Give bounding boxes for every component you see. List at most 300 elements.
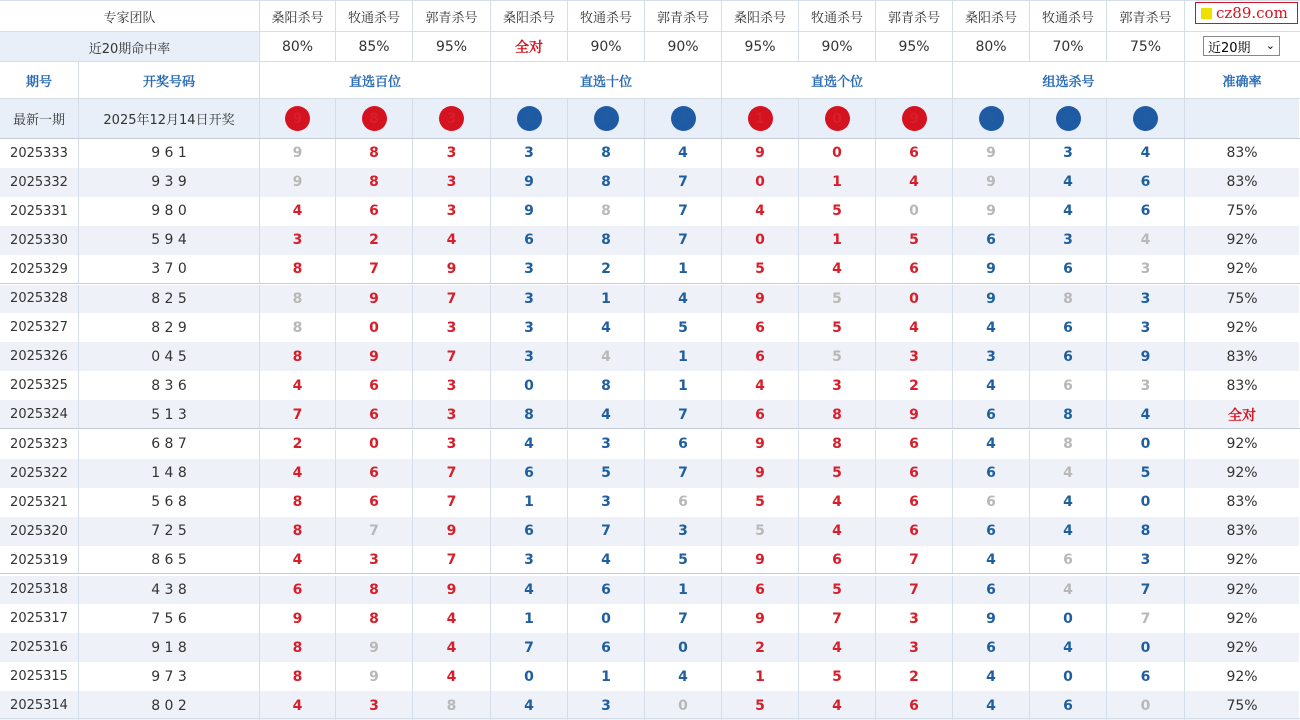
kill-number: 3	[524, 261, 534, 278]
kill-cell	[953, 604, 1030, 633]
draw-ball: 9	[285, 106, 310, 131]
hit-rate-value: 70%	[1052, 39, 1084, 55]
latest-ball-cell	[722, 99, 799, 138]
hit-rate-cell	[799, 32, 876, 62]
kill-number: 3	[524, 319, 534, 336]
row-divider	[0, 718, 1300, 719]
kill-number: 4	[678, 290, 688, 307]
kill-cell	[876, 430, 953, 459]
expert-name: 牧通杀号	[1041, 11, 1094, 26]
table-row-issue	[0, 430, 79, 459]
kill-cell	[1107, 576, 1185, 605]
kill-cell	[336, 546, 413, 575]
kill-cell	[491, 430, 568, 459]
kill-cell	[645, 226, 722, 255]
kill-number: 8	[369, 174, 379, 191]
period-select[interactable]	[1203, 36, 1280, 56]
kill-number: 5	[832, 465, 842, 482]
table-row-draw	[79, 604, 260, 633]
expert-name-cell	[799, 1, 876, 32]
kill-cell	[953, 371, 1030, 400]
kill-number: 7	[678, 406, 688, 423]
kill-cell	[1107, 139, 1185, 168]
draw-ball: 3	[1133, 106, 1158, 131]
kill-number: 3	[986, 348, 996, 365]
kill-cell	[336, 633, 413, 662]
kill-number: 6	[909, 465, 919, 482]
site-logo[interactable]	[1195, 2, 1298, 24]
kill-cell	[568, 139, 645, 168]
kill-number: 6	[1063, 348, 1073, 365]
kill-number: 7	[678, 465, 688, 482]
kill-number: 4	[1063, 203, 1073, 220]
kill-number: 4	[1140, 232, 1151, 249]
row-divider	[0, 0, 1300, 1]
kill-number: 3	[601, 436, 611, 453]
kill-number: 4	[1063, 465, 1073, 482]
kill-cell	[1107, 633, 1185, 662]
kill-number: 7	[678, 232, 688, 249]
kill-cell	[260, 226, 336, 255]
accuracy-value: 83%	[1226, 494, 1258, 511]
kill-number: 3	[832, 377, 842, 394]
hit-rate-value: 95%	[744, 39, 776, 55]
kill-number: 8	[369, 145, 379, 162]
kill-number: 8	[601, 232, 611, 249]
kill-cell	[260, 459, 336, 488]
kill-cell	[799, 197, 876, 226]
kill-number: 6	[755, 319, 765, 336]
kill-number: 4	[446, 639, 457, 656]
table-row-accuracy	[1185, 633, 1299, 662]
issue-number: 2025317	[10, 611, 68, 627]
kill-cell	[876, 255, 953, 284]
kill-number: 6	[1063, 552, 1073, 569]
kill-number: 5	[755, 494, 765, 511]
accuracy-header: 准确率	[1222, 75, 1262, 90]
kill-number: 9	[1140, 348, 1151, 365]
latest-ball-cell	[799, 99, 876, 138]
group-header-1	[260, 62, 491, 99]
kill-number: 4	[524, 436, 534, 453]
table-row-issue	[0, 662, 79, 691]
kill-cell	[1107, 517, 1185, 546]
kill-number: 0	[678, 697, 688, 714]
kill-number: 4	[524, 697, 534, 714]
kill-cell	[953, 342, 1030, 371]
kill-number: 4	[446, 610, 457, 627]
kill-cell	[1030, 400, 1107, 429]
kill-cell	[336, 488, 413, 517]
kill-cell	[413, 633, 491, 662]
expert-name: 桑阳杀号	[271, 11, 324, 26]
hit-rate-value: 90%	[667, 39, 699, 55]
accuracy-value: 83%	[1226, 377, 1258, 394]
kill-number: 8	[1063, 406, 1073, 423]
kill-cell	[953, 400, 1030, 429]
kill-cell	[722, 255, 799, 284]
table-row-accuracy	[1185, 285, 1299, 314]
kill-cell	[645, 604, 722, 633]
kill-number: 4	[832, 523, 842, 540]
kill-number: 6	[1063, 319, 1073, 336]
kill-number: 4	[832, 639, 842, 656]
table-row-accuracy	[1185, 459, 1299, 488]
table-row-issue	[0, 255, 79, 284]
kill-cell	[1030, 633, 1107, 662]
latest-blank-cell	[1185, 99, 1299, 138]
kill-cell	[568, 604, 645, 633]
kill-number: 4	[986, 377, 996, 394]
kill-cell	[568, 255, 645, 284]
latest-ball-cell	[1030, 99, 1107, 138]
kill-cell	[876, 662, 953, 691]
hit-rate-cell	[1107, 32, 1185, 62]
kill-cell	[413, 488, 491, 517]
issue-number: 2025322	[10, 465, 68, 481]
kill-number: 1	[678, 581, 688, 598]
table-row-issue	[0, 285, 79, 314]
kill-number: 7	[601, 523, 611, 540]
draw-number: 8 2 9	[151, 319, 187, 336]
hit-rate-value: 80%	[975, 39, 1007, 55]
kill-number: 4	[986, 319, 996, 336]
table-row-draw	[79, 342, 260, 371]
issue-number: 2025315	[10, 669, 68, 685]
kill-number: 6	[986, 465, 996, 482]
kill-number: 7	[678, 174, 688, 191]
kill-number: 3	[601, 494, 611, 511]
table-row-issue	[0, 546, 79, 575]
kill-number: 6	[601, 581, 611, 598]
kill-number: 6	[909, 261, 919, 278]
kill-cell	[491, 459, 568, 488]
accuracy-value: 92%	[1226, 436, 1258, 453]
draw-header: 开奖号码	[142, 75, 195, 90]
kill-cell	[722, 691, 799, 720]
kill-cell	[953, 691, 1030, 720]
kill-cell	[413, 576, 491, 605]
kill-cell	[491, 168, 568, 197]
draw-ball: 6	[1056, 106, 1081, 131]
kill-number: 4	[446, 232, 457, 249]
kill-cell	[336, 313, 413, 342]
kill-cell	[260, 313, 336, 342]
kill-cell	[645, 313, 722, 342]
kill-number: 9	[292, 610, 303, 627]
hit-rate-cell	[491, 32, 568, 62]
kill-number: 8	[369, 610, 379, 627]
kill-number: 6	[1140, 668, 1151, 685]
kill-number: 7	[446, 465, 457, 482]
table-row-accuracy	[1185, 197, 1299, 226]
draw-number: 1 4 8	[151, 465, 187, 482]
kill-cell	[799, 430, 876, 459]
kill-cell	[953, 576, 1030, 605]
kill-cell	[876, 691, 953, 720]
accuracy-value: 75%	[1226, 290, 1258, 307]
kill-cell	[722, 430, 799, 459]
group-header: 直选百位	[348, 75, 401, 90]
kill-number: 4	[292, 552, 303, 569]
latest-ball-cell	[336, 99, 413, 138]
kill-number: 6	[678, 494, 688, 511]
kill-number: 6	[1063, 377, 1073, 394]
accuracy-value: 全对	[1228, 407, 1256, 424]
kill-number: 4	[1140, 145, 1151, 162]
kill-cell	[645, 488, 722, 517]
expert-name-cell	[260, 1, 336, 32]
kill-cell	[645, 576, 722, 605]
kill-number: 6	[292, 581, 303, 598]
kill-number: 6	[1063, 697, 1073, 714]
kill-cell	[645, 255, 722, 284]
table-row-accuracy	[1185, 546, 1299, 575]
kill-cell	[799, 285, 876, 314]
kill-cell	[876, 576, 953, 605]
latest-date: 2025年12月14日开奖	[103, 113, 235, 128]
kill-cell	[568, 662, 645, 691]
table-row-draw	[79, 139, 260, 168]
accuracy-value: 83%	[1226, 348, 1258, 365]
kill-cell	[799, 517, 876, 546]
kill-number: 6	[369, 494, 379, 511]
expert-name: 桑阳杀号	[733, 11, 786, 26]
row-divider	[0, 283, 1300, 284]
kill-cell	[953, 546, 1030, 575]
kill-number: 1	[678, 377, 688, 394]
kill-cell	[336, 662, 413, 691]
kill-cell	[260, 255, 336, 284]
kill-number: 4	[986, 697, 996, 714]
kill-cell	[953, 459, 1030, 488]
kill-number: 8	[601, 174, 611, 191]
kill-cell	[1107, 604, 1185, 633]
kill-number: 4	[601, 406, 611, 423]
group-header: 直选十位	[579, 75, 632, 90]
kill-number: 9	[292, 174, 303, 191]
kill-number: 7	[369, 261, 379, 278]
kill-cell	[722, 546, 799, 575]
latest-ball-cell	[568, 99, 645, 138]
draw-number: 8 2 5	[151, 290, 187, 307]
accuracy-value: 83%	[1226, 174, 1258, 191]
kill-cell	[1030, 430, 1107, 459]
kill-cell	[799, 604, 876, 633]
issue-number: 2025316	[10, 640, 68, 656]
kill-number: 9	[986, 261, 996, 278]
table-row-draw	[79, 226, 260, 255]
hit-rate-cell	[336, 32, 413, 62]
draw-number: 9 8 0	[151, 203, 187, 220]
kill-cell	[491, 139, 568, 168]
group-header-3	[722, 62, 953, 99]
draw-number: 5 1 3	[151, 406, 187, 423]
kill-number: 1	[832, 232, 842, 249]
kill-cell	[722, 517, 799, 546]
table-row-issue	[0, 400, 79, 429]
kill-number: 3	[1140, 552, 1151, 569]
kill-number: 4	[909, 319, 919, 336]
kill-number: 3	[524, 290, 534, 307]
issue-number: 2025329	[10, 261, 68, 277]
draw-number: 9 7 3	[151, 668, 187, 685]
kill-cell	[799, 342, 876, 371]
kill-number: 4	[601, 348, 611, 365]
kill-number: 9	[446, 523, 457, 540]
kill-number: 9	[755, 465, 765, 482]
table-row-issue	[0, 139, 79, 168]
kill-number: 4	[755, 203, 765, 220]
table-row-draw	[79, 430, 260, 459]
kill-cell	[1107, 459, 1185, 488]
kill-cell	[953, 139, 1030, 168]
row-divider	[0, 573, 1300, 574]
kill-number: 5	[832, 581, 842, 598]
kill-cell	[568, 459, 645, 488]
kill-cell	[645, 517, 722, 546]
group-header-2	[491, 62, 722, 99]
expert-name-cell	[876, 1, 953, 32]
chevron-down-icon: ⌄	[1265, 39, 1275, 52]
draw-number: 5 6 8	[151, 494, 187, 511]
accuracy-value: 92%	[1226, 465, 1258, 482]
kill-number: 3	[446, 377, 457, 394]
draw-ball: 9	[979, 106, 1004, 131]
kill-cell	[1030, 662, 1107, 691]
draw-number: 8 0 2	[151, 697, 187, 714]
hit-rate-value: 90%	[590, 39, 622, 55]
kill-cell	[1030, 604, 1107, 633]
accuracy-value: 92%	[1226, 581, 1258, 598]
kill-cell	[413, 662, 491, 691]
kill-cell	[953, 197, 1030, 226]
kill-cell	[260, 662, 336, 691]
kill-number: 6	[678, 436, 688, 453]
table-row-draw	[79, 400, 260, 429]
table-row-issue	[0, 517, 79, 546]
kill-number: 8	[1063, 436, 1073, 453]
kill-cell	[413, 691, 491, 720]
table-row-accuracy	[1185, 576, 1299, 605]
latest-ball-cell	[413, 99, 491, 138]
kill-cell	[1030, 168, 1107, 197]
kill-number: 2	[909, 377, 919, 394]
kill-number: 2	[909, 668, 919, 685]
table-row-issue	[0, 313, 79, 342]
table-row-accuracy	[1185, 604, 1299, 633]
table-row-issue	[0, 576, 79, 605]
group-header-4	[953, 62, 1185, 99]
kill-cell	[491, 285, 568, 314]
draw-number: 9 1 8	[151, 639, 187, 656]
kill-cell	[876, 488, 953, 517]
kill-cell	[413, 459, 491, 488]
kill-number: 3	[524, 552, 534, 569]
kill-cell	[799, 488, 876, 517]
kill-cell	[876, 342, 953, 371]
table-row-draw	[79, 691, 260, 720]
kill-cell	[568, 488, 645, 517]
kill-number: 0	[1140, 436, 1151, 453]
table-row-accuracy	[1185, 255, 1299, 284]
kill-number: 5	[755, 261, 765, 278]
kill-cell	[1107, 313, 1185, 342]
kill-cell	[1107, 430, 1185, 459]
kill-number: 6	[986, 494, 996, 511]
hit-rate-cell	[722, 32, 799, 62]
kill-number: 7	[446, 348, 457, 365]
expert-name-cell	[413, 1, 491, 32]
table-row-accuracy	[1185, 313, 1299, 342]
kill-number: 6	[1063, 261, 1073, 278]
table-row-accuracy	[1185, 662, 1299, 691]
kill-cell	[491, 576, 568, 605]
logo-text: cz89.com	[1216, 4, 1288, 22]
kill-cell	[260, 517, 336, 546]
kill-number: 4	[601, 552, 611, 569]
expert-name-cell	[1030, 1, 1107, 32]
kill-number: 7	[678, 203, 688, 220]
kill-number: 3	[909, 348, 919, 365]
kill-number: 5	[1140, 465, 1151, 482]
kill-cell	[336, 342, 413, 371]
table-row-draw	[79, 285, 260, 314]
kill-number: 8	[446, 697, 457, 714]
kill-number: 4	[909, 174, 919, 191]
kill-number: 3	[1063, 145, 1073, 162]
kill-number: 1	[524, 494, 534, 511]
kill-number: 8	[601, 203, 611, 220]
kill-number: 4	[1063, 581, 1073, 598]
kill-number: 8	[1063, 290, 1073, 307]
kill-cell	[260, 371, 336, 400]
table-row-accuracy	[1185, 517, 1299, 546]
draw-ball: 1	[748, 106, 773, 131]
kill-number: 4	[678, 145, 688, 162]
kill-cell	[413, 168, 491, 197]
issue-number: 2025327	[10, 320, 68, 336]
kill-cell	[336, 197, 413, 226]
kill-cell	[336, 517, 413, 546]
kill-cell	[799, 546, 876, 575]
kill-cell	[260, 691, 336, 720]
kill-number: 9	[755, 290, 765, 307]
kill-number: 7	[678, 610, 688, 627]
kill-cell	[722, 488, 799, 517]
period-select-value: 近20期	[1208, 40, 1251, 56]
expert-name: 桑阳杀号	[964, 11, 1017, 26]
kill-cell	[799, 371, 876, 400]
kill-number: 8	[292, 523, 303, 540]
kill-cell	[876, 400, 953, 429]
kill-number: 1	[678, 348, 688, 365]
kill-number: 3	[369, 552, 379, 569]
kill-cell	[799, 400, 876, 429]
kill-cell	[1107, 255, 1185, 284]
kill-cell	[799, 662, 876, 691]
table-row-issue	[0, 197, 79, 226]
kill-cell	[953, 255, 1030, 284]
kill-number: 3	[1140, 377, 1151, 394]
kill-cell	[1030, 255, 1107, 284]
kill-cell	[876, 517, 953, 546]
latest-label-cell	[0, 99, 79, 138]
draw-ball: 9	[902, 106, 927, 131]
table-row-issue	[0, 342, 79, 371]
kill-number: 7	[832, 610, 842, 627]
kill-number: 6	[909, 436, 919, 453]
